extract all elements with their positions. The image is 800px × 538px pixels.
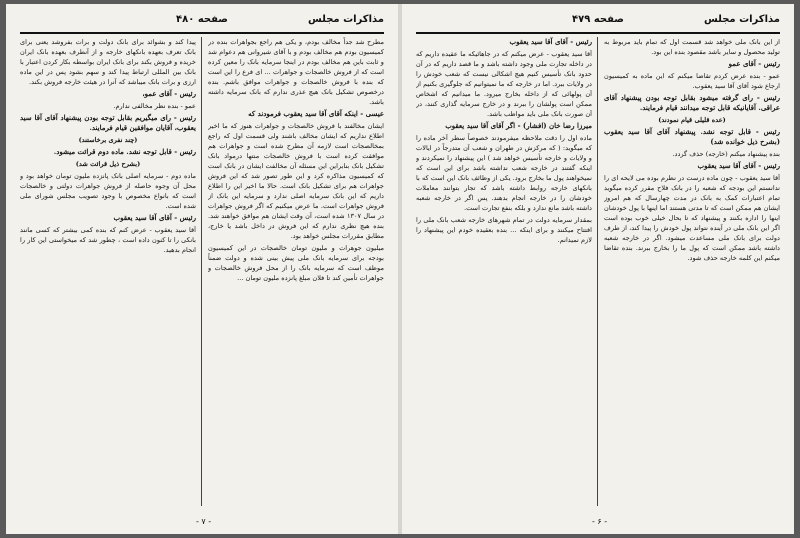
left-page-header-rule <box>20 32 384 34</box>
paragraph: آقا سید یعقوب - چون ماده درست در نظرم بوده می لایحه ای را ندانستم این بودجه که شعبه را در بانک فلاح مقرر کرده میگوید تمام اعتبارات کمک به بانک در مدت چهارسال که هم امروز ایشان هم ممکن است که تا مدتی هستند اما اینها با پول خودشان اینها را اداره بکنند و پیشنهاد که تا بحال خیلی خوب بوده است اگر این بانک ملی در آینده نتواند پول خودش را پیدا کند، از طرف دولت برای بانک ملی مساعدت میشود. اگر در خارجه شعبه داشته باشد ممکن است که پول ما را بخارج ببرند. بنده تقاضا میکنم این کلمه خارجه حذف شود. <box>604 174 780 262</box>
speaker-line: میرزا رضا خان (افشار) - اگر آقای آقا سید یعقوب <box>445 121 592 130</box>
right-page-header <box>416 14 780 32</box>
speaker-line: رئیس - قابل توجه نشد. ماده دوم قرائت میشود. <box>53 147 196 156</box>
paragraph: ایشان مخالفند با فروش خالصجات و جواهرات هنوز که ما اخیر اطلاع نداریم که ایشان مخالف باشند ولی قسمت اول که راجع بمخالصجات است لازمه آن مطرح شده است و جواهرات هم موافقت کرده است با فروش خالصجات منتها درمواد بانک تشکیل بانک بنابراین این مسئله آن مخالفت ایشان در بانک است که کمیسیون مذاکره کرد و این طور تصور شد که این فروش جواهرات هم برای تشکیل بانک است. حالا ما اخیر این را اطلاع داریم که این بانک سرمایه اصلی ندارد و سرمایه این بانک از فروش جواهرات است. ما عرض میکنیم که اگر فروش جواهرات در سال ۱۳۰۷ شده است، آن وقت ایشان هم موافق خواهند شد. بنده هیچ نظری ندارم که این فروش در داخل باشد یا خارج، مطابق مقررات مجلس خواهد بود. <box>208 122 384 240</box>
right-page <box>402 4 794 534</box>
right-page-column-right <box>604 37 780 506</box>
paragraph: پیدا کند و بشوائد برای بانک دولت و برات بفروشد یعنی برای بانک تعرف بعهده بانکهای خارجه و از آنطرف بعهده بانک ایران خریده و فروش بکند برای بانک ایران بواسطه بکار کردن اعتبار با بانک بین المللی ارتباط پیدا کند و سهم بشود پس در این ماده ارزی و برات بانک میباشد که آنرا در هیئت خارجه فروش بکند. <box>20 38 196 86</box>
paragraph: مطرح شد جداً مخالف بودم، و یکی هم راجع بجواهرات بنده در کمیسیون بودم هم مخالف بودم و با آقای شیروانی هم دعوام شد و ثابت باین هم مخالف بودم در اینجا سرمایه بانک را معین کرده است که از فروش خالصجات و جواهرات ... ای فرع را این است که بنده با فروش خالصجات و جواهرات موافق باشم. بنده درخصوص تشکیل بانک هیچ عذری ندارم که بانک سرمایه داشته باشد. <box>208 38 384 106</box>
left-page-column-left <box>20 37 196 506</box>
paragraph: ماده اول را دقت ملاحظه میفرمودند خصوصاً سطر آخر ماده را که میگوید: ( که مرکزش در طهران و شعب آن متدرجاً در ایالات و ولایات و خارجه تأسیس خواهد شد ) این پیشنهاد را نمیکردند و اینکه گفتند در خارجه شعب نداشته باشد برای این است که نمیخواهند پول ما بخارج برود. یکی از وظائف بانک این است که با بانکهای خارجه روابط داشته باشد که تجار بتوانند معاملات خودشان را در خارجه انجام بدهند. پس اگر در خارجه شعبه داشته باشد مانع ندارد و بلکه بنفع تجارت است. <box>416 134 592 212</box>
left-page-header-title: مذاکرات مجلس <box>307 14 384 25</box>
paragraph: عمو - بنده نظر مخالفی ندارم. <box>113 102 196 110</box>
speaker-line: رئیس - آقای آقا سید یعقوب <box>509 37 592 46</box>
right-page-footer-page-number: - ۶ - <box>592 517 608 526</box>
paragraph: عمو - بنده عرض کردم تقاضا میکنم که این ماده به کمیسیون ارجاع شود آقای آقا سید یعقوب. <box>604 72 780 90</box>
paragraph: بنده پیشنهاد میکنم (خارجه) حذف گردد. <box>672 150 780 158</box>
paragraph: بمقدار سرمایه دولت در تمام شهرهای خارجه شعب بانک ملی را افتتاح میکنند و برای اینکه ... بنده بعقیده خودم این پیشنهاد را لازم نمیدانم. <box>416 216 592 244</box>
left-page-header <box>20 14 384 32</box>
right-page-column-divider <box>597 37 598 506</box>
paragraph: آقا سید یعقوب - عرض کنم که بنده کمی بیشتر که کسی مانند بانکی را تا کنون داده است ، چطور شد که میخواستی این کار را انجام بدهید. <box>20 226 196 254</box>
left-page-header-page-number: صفحه ۴۸۰ <box>176 14 228 25</box>
paragraph: میلیون جوهرات و ملیون تومان خالصجات در این کمیسیون بودجه برای سرمایه بانک ملی پیش بینی شده و دولت ضمناً موظف است که سرمایه بانک را از محل فروش خالصجات و جواهرات تأمین کند تا فلان مبلغ پانزده ملیون تومان ... <box>208 244 384 282</box>
stage-direction: (چند نفری برخاستند) <box>78 136 138 144</box>
right-page-column-left <box>416 37 592 506</box>
speaker-line: رئیس - آقای عمو، <box>142 89 196 98</box>
speaker-line: رئیس - آقای عمو <box>728 59 780 68</box>
paragraph: آقا سید یعقوب - عرض میکنم که در جاهائیکه ما عقیده داریم که در داخله تجارت ملی وجود داشته باشد و ما قصد داریم که در آن حدود بانک تأسیس کنیم هیچ اشکالی نیست که شعب خودش را در ولایات ببرد. اما در خارجه که ما نمیتوانیم که جلوگیری بکنیم از آن پولهائی که از داخله بخارج میرود. ما میدانیم که اشخاص ممکن است پولشان را ببرند و در خارج سرمایه گذاری کنند، در آن صورت بانک ملی باید مواظب باشد. <box>416 50 592 118</box>
left-page-column-divider <box>201 37 202 506</box>
left-page-footer-page-number: - ۷ - <box>196 517 212 526</box>
right-page-header-title: مذاکرات مجلس <box>703 14 780 25</box>
right-page-header-rule <box>416 32 780 34</box>
document-spread <box>6 4 794 534</box>
left-page <box>6 4 398 534</box>
paragraph: ماده دوم - سرمایه اصلی بانک پانزده ملیون تومان خواهد بود و محل آن وجوه حاصله از فروش جواهرات دولتی و خالصجات است که بانواع مخصوص با وجود تصویب مجلس شورای ملی شده است. <box>20 172 196 210</box>
left-page-column-right <box>208 37 384 506</box>
speaker-line: عیسی - اینکه آقای آقا سید یعقوب فرمودند که <box>248 109 384 118</box>
speaker-line: رئیس - قابل توجه نشد. پیشنهاد آقای آقا سید یعقوب (بشرح ذیل خوانده شد) <box>604 127 780 146</box>
stage-direction: (عده قلیلی قیام نمودند) <box>658 116 726 124</box>
stage-direction: (بشرح ذیل قرائت شد) <box>75 160 141 168</box>
speaker-line: رئیس - رای میگیریم بقابل توجه بودن پیشنهاد آقای آقا سید یعقوب، آقایان موافقین قیام فرمایند. <box>20 113 196 132</box>
right-page-header-page-number: صفحه ۴۷۹ <box>572 14 624 25</box>
speaker-line: رئیس - آقای آقا سید یعقوب <box>697 161 780 170</box>
paragraph: از این بانک ملی خواهد شد قسمت اول که تمام باید مربوط به تولید محصول و سایر باشد مقصود بنده این بود. <box>604 38 780 56</box>
speaker-line: رئیس - آقای آقا سید یعقوب <box>113 213 196 222</box>
speaker-line: رئیس - رای گرفته میشود بقابل توجه بودن پیشنهاد آقای عراقی. آقایانیکه قابل توجه میدانند قیام فرمایند. <box>604 93 780 112</box>
